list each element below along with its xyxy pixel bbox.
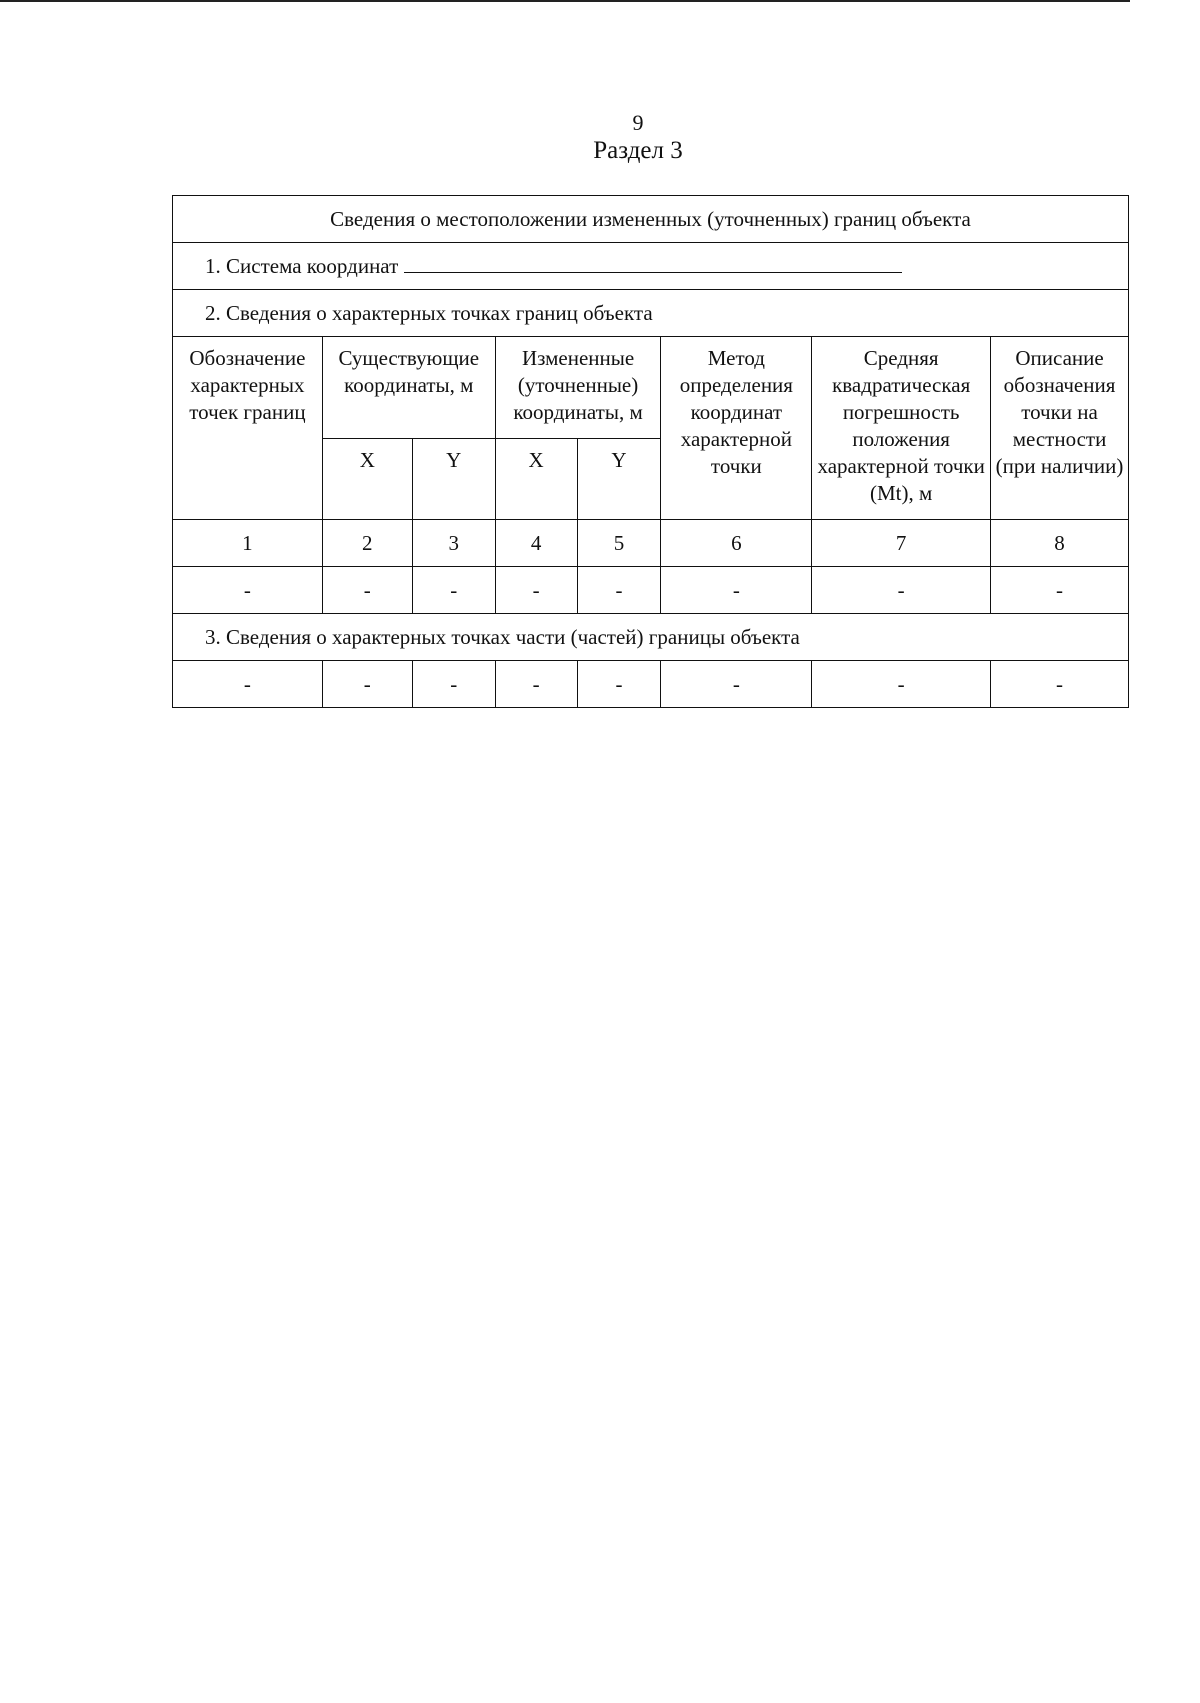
table-cell: - <box>322 661 412 708</box>
header-changed-y: Y <box>577 439 661 520</box>
page-number: 9 <box>632 110 644 135</box>
table-cell: - <box>991 567 1129 614</box>
table-cell: - <box>991 661 1129 708</box>
table-cell: - <box>322 567 412 614</box>
table-cell: - <box>495 567 577 614</box>
column-number: 8 <box>991 520 1129 567</box>
header-error: Средняя квадратическая погрешность положения характерной точки (Mt), м <box>812 337 991 520</box>
column-number: 3 <box>412 520 495 567</box>
table-row <box>173 567 1129 614</box>
section-title: Раздел 3 <box>593 137 683 164</box>
table-cell: - <box>173 567 323 614</box>
coord-system-label: 1. Система координат <box>205 254 399 278</box>
table-cell: - <box>173 661 323 708</box>
points-section-label: 2. Сведения о характерных точках границ объекта <box>173 290 1129 337</box>
header-description: Описание обозначения точки на местности (при наличии) <box>991 337 1129 520</box>
column-number: 4 <box>495 520 577 567</box>
boundary-points-table <box>172 195 1129 708</box>
table-cell: - <box>495 661 577 708</box>
header-designation: Обозначение характерных точек границ <box>173 337 323 520</box>
table-cell: - <box>812 661 991 708</box>
column-numbers-row <box>173 520 1129 567</box>
parts-section-label: 3. Сведения о характерных точках части (частей) границы объекта <box>173 614 1129 661</box>
table-title: Сведения о местоположении измененных (уточненных) границ объекта <box>173 196 1129 243</box>
column-number: 1 <box>173 520 323 567</box>
column-number: 6 <box>661 520 812 567</box>
header-existing-x: X <box>322 439 412 520</box>
column-number: 2 <box>322 520 412 567</box>
header-existing-coords: Существующие координаты, м <box>322 337 495 439</box>
column-number: 5 <box>577 520 661 567</box>
table-cell: - <box>412 567 495 614</box>
table-cell: - <box>661 567 812 614</box>
table-cell: - <box>577 661 661 708</box>
table-cell: - <box>661 661 812 708</box>
coord-system-blank-field <box>404 252 902 273</box>
table-cell: - <box>412 661 495 708</box>
header-method: Метод определения координат характерной точки <box>661 337 812 520</box>
header-changed-coords: Измененные (уточненные) координаты, м <box>495 337 661 439</box>
header-existing-y: Y <box>412 439 495 520</box>
header-changed-x: X <box>495 439 577 520</box>
table-cell: - <box>812 567 991 614</box>
table-cell: - <box>577 567 661 614</box>
coord-system-row <box>173 243 1129 290</box>
scan-top-border <box>0 0 1130 2</box>
table-row <box>173 661 1129 708</box>
column-number: 7 <box>812 520 991 567</box>
